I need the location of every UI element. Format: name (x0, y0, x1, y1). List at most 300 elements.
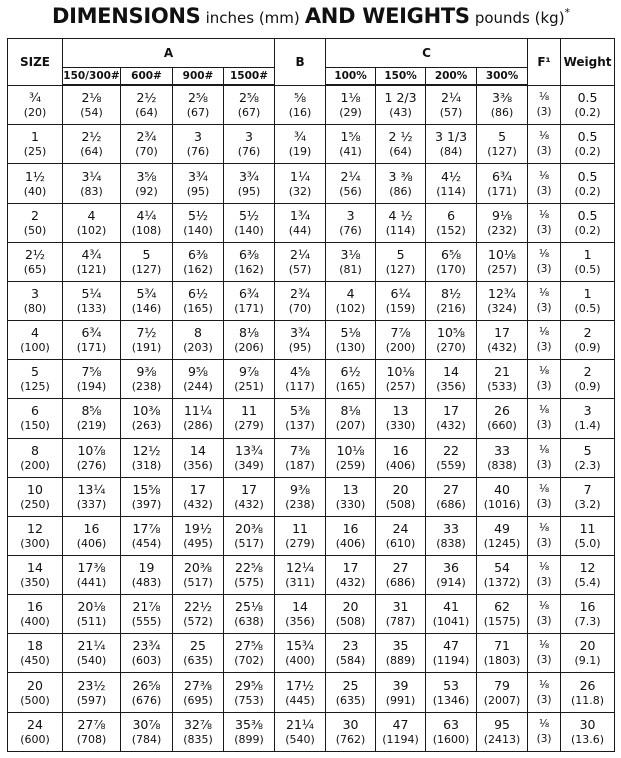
cell-inches-value: ⅛ (538, 130, 550, 143)
cell-inches-value: 3 (346, 207, 355, 223)
cell-metric-value: (114) (436, 184, 466, 198)
cell-metric-value: (3.2) (574, 497, 601, 511)
cell-metric-value: (1346) (432, 693, 470, 707)
cell-inches-value: 21⅞ (132, 599, 161, 615)
table-cell (63, 634, 121, 673)
cell-inches-value: 27 (392, 560, 409, 576)
table-cell (8, 556, 63, 595)
cell-metric-value: (3) (536, 497, 552, 510)
table-cell (561, 203, 615, 242)
cell-metric-value: (86) (490, 106, 514, 120)
cell-metric-value: (508) (335, 615, 366, 629)
table-cell (477, 242, 528, 281)
cell-metric-value: (0.5) (574, 302, 601, 315)
cell-inches-value: 62 (494, 599, 510, 615)
cell-inches-value: 39 (392, 677, 409, 693)
cell-metric-value: (3) (536, 654, 552, 667)
cell-metric-value: (11.8) (571, 693, 605, 707)
cell-metric-value: (114) (385, 223, 416, 237)
table-cell (8, 634, 63, 673)
cell-inches-value: 2¼ (441, 90, 462, 106)
cell-inches-value: 4 (346, 286, 355, 301)
cell-inches-value: 30 (342, 716, 359, 732)
table-cell (121, 399, 173, 438)
cell-inches-value: 16 (579, 599, 596, 615)
cell-inches-value: 18 (27, 638, 43, 654)
cell-inches-value: 5½ (238, 207, 260, 223)
cell-inches-value: 6⅜ (238, 246, 260, 262)
cell-metric-value: (702) (234, 654, 264, 668)
cell-inches-value: 12 (579, 560, 596, 576)
cell-inches-value: 8⅛ (340, 403, 361, 419)
cell-metric-value: (3) (536, 302, 552, 314)
cell-inches-value: 5 (583, 442, 592, 458)
table-row (8, 125, 615, 164)
header-a-150-300: 150/300# (63, 68, 121, 86)
cell-inches-value: 17 (190, 481, 206, 497)
header-c-150: 150% (376, 68, 426, 86)
cell-inches-value: ⅛ (538, 521, 550, 534)
cell-metric-value: (70) (135, 145, 158, 159)
cell-metric-value: (171) (487, 184, 517, 198)
cell-inches-value: 3⅛ (340, 246, 361, 262)
table-row (8, 516, 615, 555)
table-cell (63, 242, 121, 281)
table-cell (8, 85, 63, 125)
cell-inches-value: 10⅝ (437, 325, 466, 341)
cell-inches-value: 1 (583, 286, 592, 301)
table-cell (426, 203, 477, 242)
cell-inches-value: 4¾ (81, 246, 102, 262)
table-cell (121, 477, 173, 516)
cell-inches-value: 12¾ (488, 286, 517, 301)
cell-metric-value: (44) (288, 223, 312, 237)
cell-metric-value: (140) (183, 223, 213, 237)
table-cell (275, 242, 326, 281)
cell-inches-value: 8⅝ (81, 403, 102, 419)
header-c-200: 200% (426, 68, 477, 86)
cell-inches-value: 23¾ (132, 638, 161, 654)
cell-inches-value: 24 (392, 520, 409, 536)
cell-metric-value: (0.2) (574, 145, 601, 159)
cell-metric-value: (3) (536, 732, 552, 745)
cell-metric-value: (165) (183, 302, 213, 315)
cell-inches-value: 6¼ (390, 286, 411, 301)
cell-inches-value: 12 (27, 520, 43, 536)
table-cell (121, 556, 173, 595)
header-a-1500: 1500# (224, 68, 275, 86)
cell-metric-value: (92) (135, 184, 158, 198)
table-cell (477, 438, 528, 477)
table-cell (224, 712, 275, 751)
cell-metric-value: (450) (20, 654, 50, 668)
cell-metric-value: (16) (288, 105, 312, 119)
table-cell (8, 477, 63, 516)
cell-inches-value: ¾ (28, 89, 42, 105)
cell-inches-value: 6⅝ (441, 246, 462, 262)
cell-inches-value: ¾ (293, 129, 307, 145)
table-cell (326, 673, 376, 712)
table-row (8, 595, 615, 634)
cell-inches-value: ⅛ (538, 326, 550, 339)
cell-inches-value: 13 (392, 403, 409, 419)
table-cell (528, 634, 561, 673)
cell-metric-value: (3) (536, 419, 552, 432)
table-cell (477, 634, 528, 673)
cell-inches-value: ⅛ (538, 169, 550, 182)
table-cell (275, 595, 326, 634)
table-cell (326, 477, 376, 516)
cell-metric-value: (13.6) (571, 732, 605, 746)
cell-metric-value: (337) (76, 497, 107, 511)
cell-metric-value: (454) (131, 536, 162, 550)
table-cell (376, 477, 426, 516)
table-cell (376, 321, 426, 360)
table-cell (561, 556, 615, 595)
cell-metric-value: (432) (487, 341, 517, 355)
table-row (8, 673, 615, 712)
table-cell (275, 634, 326, 673)
cell-inches-value: 71 (494, 638, 510, 654)
cell-metric-value: (638) (234, 615, 264, 629)
cell-metric-value: (279) (234, 419, 264, 433)
cell-metric-value: (171) (76, 341, 107, 355)
table-cell (528, 556, 561, 595)
cell-inches-value: 54 (494, 560, 510, 576)
table-cell (275, 281, 326, 320)
cell-metric-value: (64) (80, 145, 103, 159)
table-cell (376, 634, 426, 673)
cell-metric-value: (65) (23, 262, 47, 276)
cell-metric-value: (356) (436, 380, 466, 394)
table-cell (426, 516, 477, 555)
cell-metric-value: (67) (237, 106, 261, 120)
cell-inches-value: 4 (31, 325, 39, 341)
cell-inches-value: 3⅜ (492, 90, 513, 106)
cell-metric-value: (991) (385, 693, 416, 707)
table-cell (173, 321, 224, 360)
cell-inches-value: 16 (342, 520, 359, 536)
table-cell (528, 360, 561, 399)
cell-metric-value: (76) (186, 145, 210, 159)
table-cell (477, 203, 528, 242)
table-cell (477, 125, 528, 164)
cell-inches-value: 8½ (441, 286, 462, 301)
table-cell (121, 516, 173, 555)
table-cell (63, 673, 121, 712)
cell-metric-value: (1245) (483, 536, 521, 550)
cell-metric-value: (555) (131, 615, 162, 629)
cell-metric-value: (1600) (432, 732, 470, 746)
table-cell (561, 634, 615, 673)
table-cell (426, 477, 477, 516)
cell-inches-value: 7⅜ (290, 442, 311, 458)
cell-inches-value: 2¼ (340, 168, 361, 184)
table-cell (426, 712, 477, 751)
cell-metric-value: (517) (183, 576, 213, 590)
cell-metric-value: (787) (385, 615, 416, 629)
cell-inches-value: 6¾ (238, 286, 260, 301)
cell-inches-value: 2 (583, 325, 592, 341)
cell-metric-value: (318) (131, 458, 162, 472)
cell-inches-value: 17 (241, 481, 257, 497)
cell-inches-value: 9⅞ (238, 364, 260, 380)
cell-inches-value: 49 (494, 520, 510, 536)
table-cell (173, 85, 224, 125)
cell-inches-value: 0.5 (577, 129, 598, 145)
cell-metric-value: (54) (80, 106, 103, 120)
cell-inches-value: ⅛ (538, 365, 550, 378)
cell-inches-value: 17 (342, 560, 359, 576)
cell-metric-value: (57) (288, 262, 312, 276)
cell-metric-value: (1575) (483, 615, 521, 629)
cell-metric-value: (20) (23, 105, 47, 119)
cell-metric-value: (400) (285, 654, 315, 668)
cell-metric-value: (1.4) (574, 419, 601, 433)
cell-inches-value: 27⅞ (77, 716, 106, 732)
table-row (8, 634, 615, 673)
cell-metric-value: (406) (335, 536, 366, 550)
table-cell (63, 712, 121, 751)
cell-inches-value: 79 (494, 677, 510, 693)
table-cell (121, 712, 173, 751)
table-cell (561, 321, 615, 360)
cell-inches-value: 2½ (24, 246, 46, 262)
cell-inches-value: 14 (443, 364, 459, 380)
table-cell (275, 164, 326, 203)
table-cell (561, 281, 615, 320)
cell-inches-value: 26⅝ (132, 677, 161, 693)
cell-inches-value: 21¼ (286, 716, 315, 732)
cell-inches-value: 5½ (187, 207, 209, 223)
cell-metric-value: (238) (285, 497, 315, 511)
cell-inches-value: 47 (443, 638, 459, 654)
table-cell (275, 125, 326, 164)
table-cell (326, 595, 376, 634)
cell-inches-value: 5 (31, 364, 39, 380)
table-cell (8, 360, 63, 399)
cell-inches-value: ⅛ (538, 287, 550, 299)
cell-inches-value: 63 (443, 716, 459, 732)
cell-inches-value: 1 (31, 129, 39, 145)
cell-inches-value: 4⅝ (290, 364, 311, 380)
cell-inches-value: 22½ (183, 599, 213, 615)
cell-inches-value: 14 (27, 560, 43, 576)
cell-metric-value: (286) (183, 419, 213, 433)
cell-inches-value: 40 (494, 481, 510, 497)
cell-inches-value: 30⅞ (132, 716, 161, 732)
cell-metric-value: (76) (237, 145, 261, 159)
cell-metric-value: (838) (487, 458, 517, 472)
cell-inches-value: 8 (31, 442, 39, 458)
table-cell (477, 556, 528, 595)
cell-metric-value: (445) (285, 693, 315, 707)
table-body (8, 85, 615, 752)
cell-metric-value: (76) (339, 223, 362, 237)
cell-inches-value: 26 (494, 403, 510, 419)
table-row (8, 712, 615, 751)
cell-metric-value: (219) (76, 419, 107, 433)
table-cell (426, 634, 477, 673)
table-cell (275, 712, 326, 751)
cell-inches-value: 7⅞ (390, 325, 411, 341)
table-cell (528, 164, 561, 203)
cell-inches-value: 1⅛ (340, 90, 361, 106)
table-cell (561, 164, 615, 203)
cell-metric-value: (753) (234, 693, 264, 707)
table-cell (376, 673, 426, 712)
table-cell (224, 634, 275, 673)
cell-inches-value: 5¾ (136, 286, 157, 301)
cell-inches-value: 24 (27, 716, 43, 732)
cell-metric-value: (3) (536, 380, 552, 393)
table-cell (376, 438, 426, 477)
cell-metric-value: (259) (335, 458, 366, 472)
cell-inches-value: 3 (583, 403, 592, 419)
cell-inches-value: 19½ (183, 520, 213, 536)
table-cell (326, 242, 376, 281)
table-cell (376, 203, 426, 242)
cell-metric-value: (100) (20, 341, 50, 355)
table-cell (63, 595, 121, 634)
header-b: B (275, 39, 326, 86)
title-pounds-kg: pounds (kg) (474, 9, 565, 27)
cell-metric-value: (1016) (483, 497, 521, 511)
cell-metric-value: (495) (183, 536, 213, 550)
table-cell (224, 556, 275, 595)
cell-inches-value: 8⅛ (238, 325, 260, 341)
table-cell (561, 399, 615, 438)
table-cell (173, 242, 224, 281)
table-cell (275, 321, 326, 360)
cell-metric-value: (1803) (483, 654, 521, 668)
cell-inches-value: 6¾ (492, 168, 513, 184)
table-cell (528, 595, 561, 634)
cell-inches-value: 8 (194, 325, 202, 341)
cell-inches-value: 2¾ (290, 286, 311, 301)
cell-metric-value: (50) (23, 223, 47, 237)
table-cell (561, 438, 615, 477)
cell-inches-value: 3¾ (187, 168, 209, 184)
table-cell (561, 242, 615, 281)
table-cell (477, 164, 528, 203)
table-cell (376, 399, 426, 438)
table-cell (224, 125, 275, 164)
table-cell (561, 125, 615, 164)
cell-metric-value: (127) (487, 145, 517, 159)
cell-metric-value: (244) (183, 380, 213, 394)
title-footnote-mark: * (564, 6, 571, 19)
table-cell (121, 673, 173, 712)
table-cell (528, 242, 561, 281)
table-cell (528, 516, 561, 555)
cell-metric-value: (356) (285, 615, 315, 629)
table-cell (326, 281, 376, 320)
header-c-100: 100% (326, 68, 376, 86)
cell-metric-value: (889) (385, 654, 416, 668)
cell-metric-value: (162) (183, 262, 213, 276)
cell-inches-value: 7 (583, 481, 592, 497)
table-cell (173, 281, 224, 320)
cell-inches-value: 20 (27, 677, 43, 693)
table-row (8, 203, 615, 242)
cell-inches-value: 1¾ (290, 207, 311, 223)
cell-inches-value: 17⅞ (132, 520, 161, 536)
table-cell (477, 595, 528, 634)
cell-inches-value: 4½ (441, 168, 462, 184)
cell-metric-value: (406) (76, 536, 107, 550)
cell-metric-value: (95) (237, 184, 261, 198)
cell-metric-value: (610) (385, 536, 416, 550)
table-cell (426, 242, 477, 281)
table-cell (8, 242, 63, 281)
table-row (8, 85, 615, 125)
cell-metric-value: (2413) (483, 732, 521, 746)
table-cell (224, 85, 275, 125)
cell-metric-value: (238) (131, 380, 162, 394)
cell-metric-value: (324) (487, 302, 517, 315)
cell-metric-value: (108) (131, 223, 162, 237)
cell-metric-value: (708) (76, 732, 107, 746)
cell-inches-value: 4 (87, 207, 96, 223)
cell-inches-value: 11¼ (183, 403, 213, 419)
cell-inches-value: 23½ (77, 677, 106, 693)
table-cell (121, 125, 173, 164)
cell-metric-value: (432) (436, 419, 466, 433)
cell-metric-value: (508) (385, 497, 416, 511)
cell-metric-value: (257) (487, 262, 517, 276)
table-cell (275, 673, 326, 712)
cell-inches-value: 6¾ (81, 325, 102, 341)
cell-inches-value: 16 (27, 599, 43, 615)
cell-metric-value: (0.9) (574, 380, 601, 394)
cell-metric-value: (540) (76, 654, 107, 668)
table-cell (426, 85, 477, 125)
table-cell (63, 281, 121, 320)
cell-metric-value: (203) (183, 341, 213, 355)
table-cell (326, 516, 376, 555)
cell-metric-value: (133) (76, 302, 107, 315)
cell-inches-value: 17⅜ (77, 560, 106, 576)
cell-inches-value: ⅛ (538, 717, 550, 730)
cell-inches-value: 26 (579, 677, 596, 693)
cell-inches-value: 27 (443, 481, 459, 497)
cell-metric-value: (600) (20, 732, 50, 746)
cell-metric-value: (70) (288, 302, 312, 315)
cell-inches-value: 7½ (136, 325, 157, 341)
cell-inches-value: 5⅜ (290, 403, 311, 419)
cell-inches-value: 47 (392, 716, 409, 732)
cell-inches-value: 41 (443, 599, 459, 615)
cell-metric-value: (397) (131, 497, 162, 511)
table-cell (8, 321, 63, 360)
table-row (8, 242, 615, 281)
cell-metric-value: (121) (76, 262, 107, 276)
title-dimensions: DIMENSIONS (51, 4, 201, 28)
cell-inches-value: 13¼ (77, 481, 106, 497)
cell-inches-value: 13¾ (235, 442, 264, 458)
table-cell (63, 556, 121, 595)
cell-inches-value: 16 (392, 442, 409, 458)
table-cell (275, 556, 326, 595)
table-cell (121, 634, 173, 673)
table-cell (8, 595, 63, 634)
cell-metric-value: (406) (385, 458, 416, 472)
cell-metric-value: (540) (285, 732, 315, 746)
table-cell (275, 399, 326, 438)
cell-metric-value: (1194) (432, 654, 470, 668)
cell-metric-value: (3) (536, 145, 552, 158)
